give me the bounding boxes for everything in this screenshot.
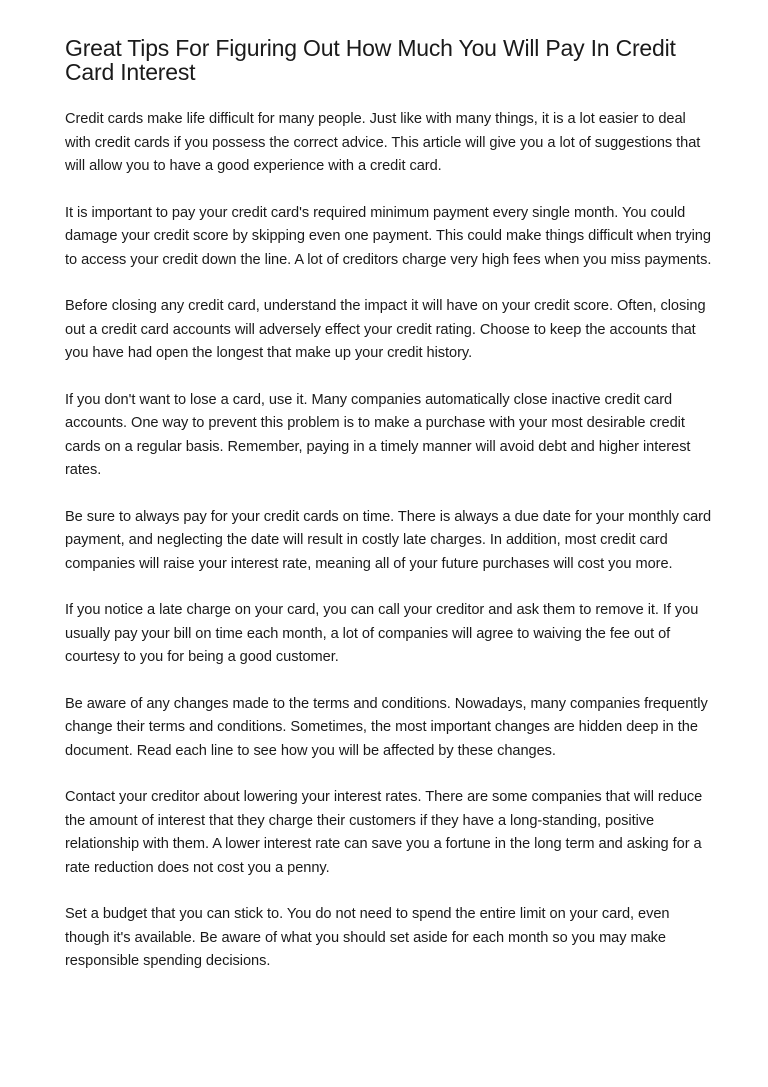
paragraph-1: Credit cards make life difficult for many people. Just like with many things, it is a lot easier to deal with credit cards if you possess the correct advice. This article will give you a lot of suggestions that will allow you to have a good experience with a credit card. [65, 111, 701, 174]
page-title: Great Tips For Figuring Out How Much You Will Pay In Credit Card Interest [65, 35, 676, 85]
paragraph-8: Contact your creditor about lowering your interest rates. There are some companies that will reduce the amount of interest that they charge their customers if they have a long-standing, positive relationship with them. A lower interest rate can save you a fortune in the long term and asking for a rate reduction does not cost you a penny. [65, 789, 703, 876]
paragraph-6: If you notice a late charge on your card, you can call your creditor and ask them to remove it. If you usually pay your bill on time each month, a lot of companies will agree to waiving the fee out of courtesy to you for being a good customer. [65, 602, 699, 665]
paragraph-2: It is important to pay your credit card's required minimum payment every single month. You could damage your credit score by skipping even one payment. This could make things difficult when trying to access your credit down the line. A lot of creditors charge very high fees when you miss payments. [65, 204, 712, 268]
paragraph-7: Be aware of any changes made to the terms and conditions. Nowadays, many companies frequently change their terms and conditions. Sometimes, the most important changes are hidden deep in the document. Read each line to see how you will be affected by these changes. [65, 695, 708, 759]
paragraph-4: If you don't want to lose a card, use it. Many companies automatically close inactive credit card accounts. One way to prevent this problem is to make a purchase with your most desirable credit cards on a regular basis. Remember, paying in a timely manner will avoid debt and higher interest rates. [65, 391, 691, 478]
paragraph-3: Before closing any credit card, understand the impact it will have on your credit score. Often, closing out a credit card accounts will adversely effect your credit rating. Choose to keep the accounts that you have had open the longest that make up your credit history. [65, 298, 706, 361]
document-page [65, 36, 715, 997]
paragraph-5: Be sure to always pay for your credit cards on time. There is always a due date for your monthly card payment, and neglecting the date will result in costly late charges. In addition, most credit card companies will raise your interest rate, meaning all of your future purchases will cost you more. [65, 508, 712, 572]
paragraph-9: Set a budget that you can stick to. You do not need to spend the entire limit on your card, even though it's available. Be aware of what you should set aside for each month so you may make responsible spending decisions. [65, 906, 670, 969]
